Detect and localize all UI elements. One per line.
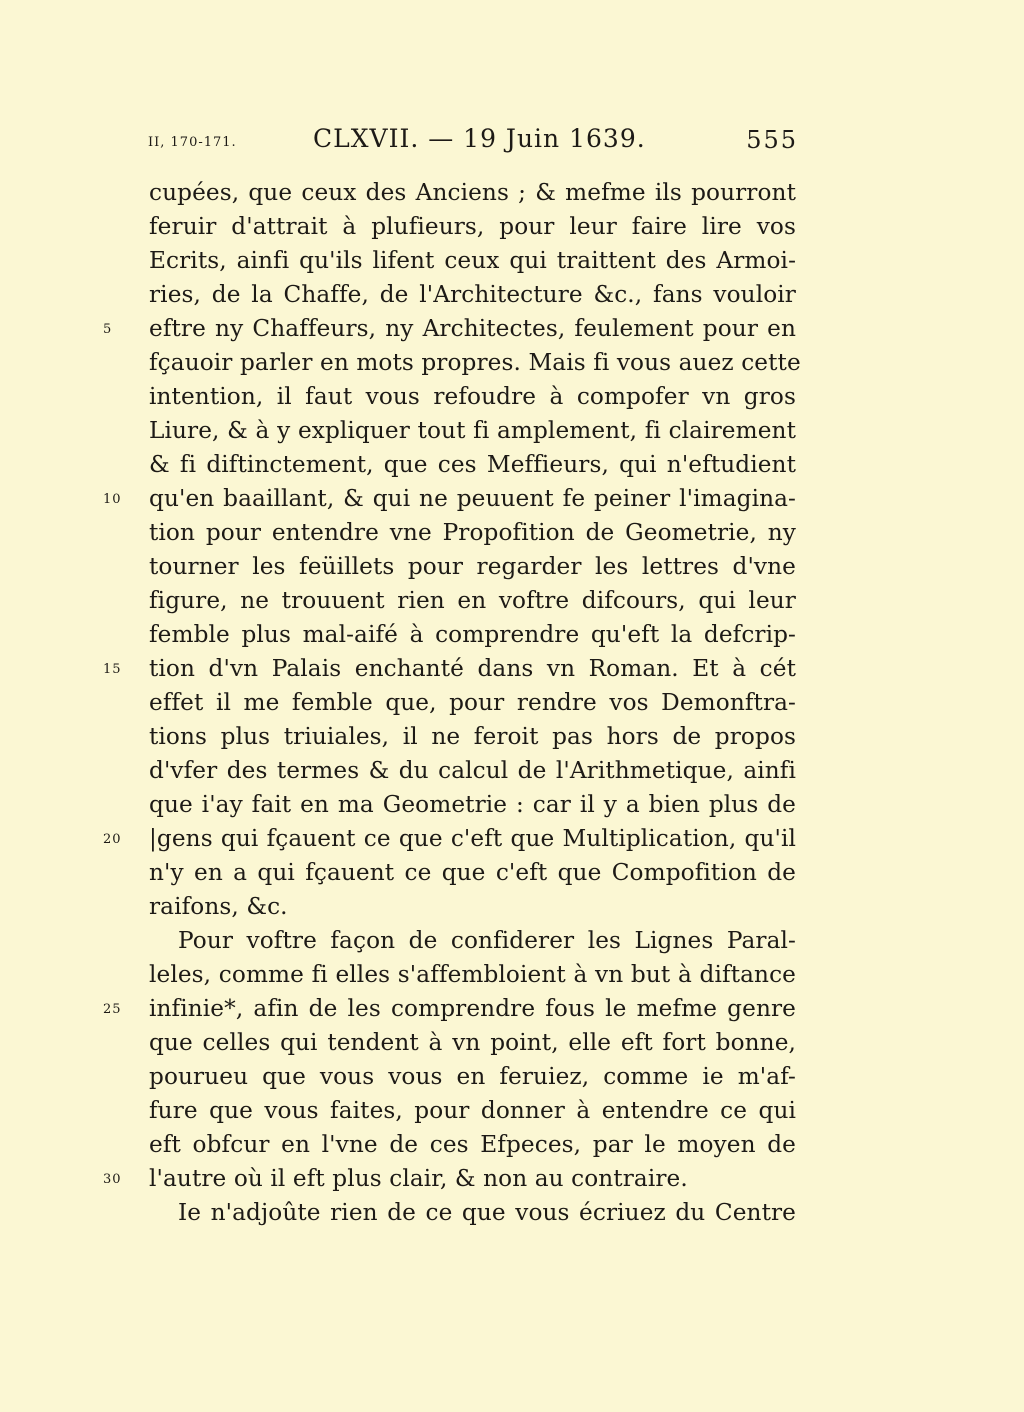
line-number: 5 bbox=[103, 322, 113, 337]
letter-heading: CLXVII. — 19 Juin 1639. bbox=[313, 124, 646, 153]
text-line: 25 infinie*, afin de les comprendre fous le mefme genre bbox=[149, 992, 796, 1026]
text-line: & fi diftinctement, que ces Meffieurs, qui n'eftudient bbox=[149, 451, 796, 478]
paragraph-start-line: Ie n'adjoûte rien de ce que vous écriuez du Centre bbox=[178, 1199, 796, 1226]
text-line: tions plus triuiales, il ne feroit pas hors de propos bbox=[149, 723, 796, 750]
text-line: fure que vous faites, pour donner à entendre ce qui bbox=[149, 1097, 796, 1124]
source-reference: II, 170-171. bbox=[148, 135, 237, 150]
letter-text bbox=[103, 176, 801, 1230]
paragraph-end-line: 30 l'autre où il eft plus clair, & non au contraire. bbox=[149, 1162, 796, 1196]
page-number: 555 bbox=[746, 126, 798, 154]
text-line: 10 qu'en baaillant, & qui ne peuuent fe peiner l'imagina- bbox=[149, 482, 796, 516]
line-number: 30 bbox=[103, 1172, 122, 1187]
text-line: feruir d'attrait à plufieurs, pour leur faire lire vos bbox=[149, 213, 796, 240]
text-line: figure, ne trouuent rien en voftre difcours, qui leur bbox=[149, 587, 796, 614]
text-line: tourner les feüillets pour regarder les lettres d'vne bbox=[149, 553, 796, 580]
text-line: eft obfcur en l'vne de ces Efpeces, par le moyen de bbox=[149, 1131, 796, 1158]
text-line: tion pour entendre vne Propofition de Geometrie, ny bbox=[149, 519, 796, 546]
text-line: fçauoir parler en mots propres. Mais fi vous auez cette bbox=[149, 349, 801, 376]
paragraph-end-line: raifons, &c. bbox=[149, 893, 288, 920]
text-line: pourueu que vous vous en feruiez, comme ie m'af- bbox=[149, 1063, 796, 1090]
text-line: leles, comme fi elles s'affembloient à vn but à diftance bbox=[149, 961, 796, 988]
text-line: 5 eftre ny Chaffeurs, ny Architectes, feulement pour en bbox=[149, 312, 796, 346]
text-line: femble plus mal-aifé à comprendre qu'eft la defcrip- bbox=[149, 621, 796, 648]
line-number: 20 bbox=[103, 832, 122, 847]
text-line: d'vfer des termes & du calcul de l'Arithmetique, ainfi bbox=[149, 757, 796, 784]
text-line: 20 |gens qui fçauent ce que c'eft que Multiplication, qu'il bbox=[149, 822, 796, 856]
text-line: 15 tion d'vn Palais enchanté dans vn Roman. Et à cét bbox=[149, 652, 796, 686]
text-line: effet il me femble que, pour rendre vos Demonftra- bbox=[149, 689, 796, 716]
text-line: que i'ay fait en ma Geometrie : car il y a bien plus de bbox=[149, 791, 796, 818]
text-line: Ecrits, ainfi qu'ils lifent ceux qui traittent des Armoi- bbox=[149, 247, 796, 274]
text-line: intention, il faut vous refoudre à compofer vn gros bbox=[149, 383, 796, 410]
text-line: Liure, & à y expliquer tout fi amplement, fi clairement bbox=[149, 417, 796, 444]
paragraph-start-line: Pour voftre façon de confiderer les Lignes Paral- bbox=[178, 927, 796, 954]
line-number: 25 bbox=[103, 1002, 122, 1017]
text-line: ries, de la Chaffe, de l'Architecture &c., fans vouloir bbox=[149, 281, 796, 308]
text-line: cupées, que ceux des Anciens ; & mefme ils pourront bbox=[149, 179, 796, 206]
line-number: 10 bbox=[103, 492, 122, 507]
text-line: n'y en a qui fçauent ce que c'eft que Compofition de bbox=[149, 859, 796, 886]
running-header bbox=[148, 124, 798, 164]
text-line: que celles qui tendent à vn point, elle eft fort bonne, bbox=[149, 1029, 796, 1056]
line-number: 15 bbox=[103, 662, 122, 677]
